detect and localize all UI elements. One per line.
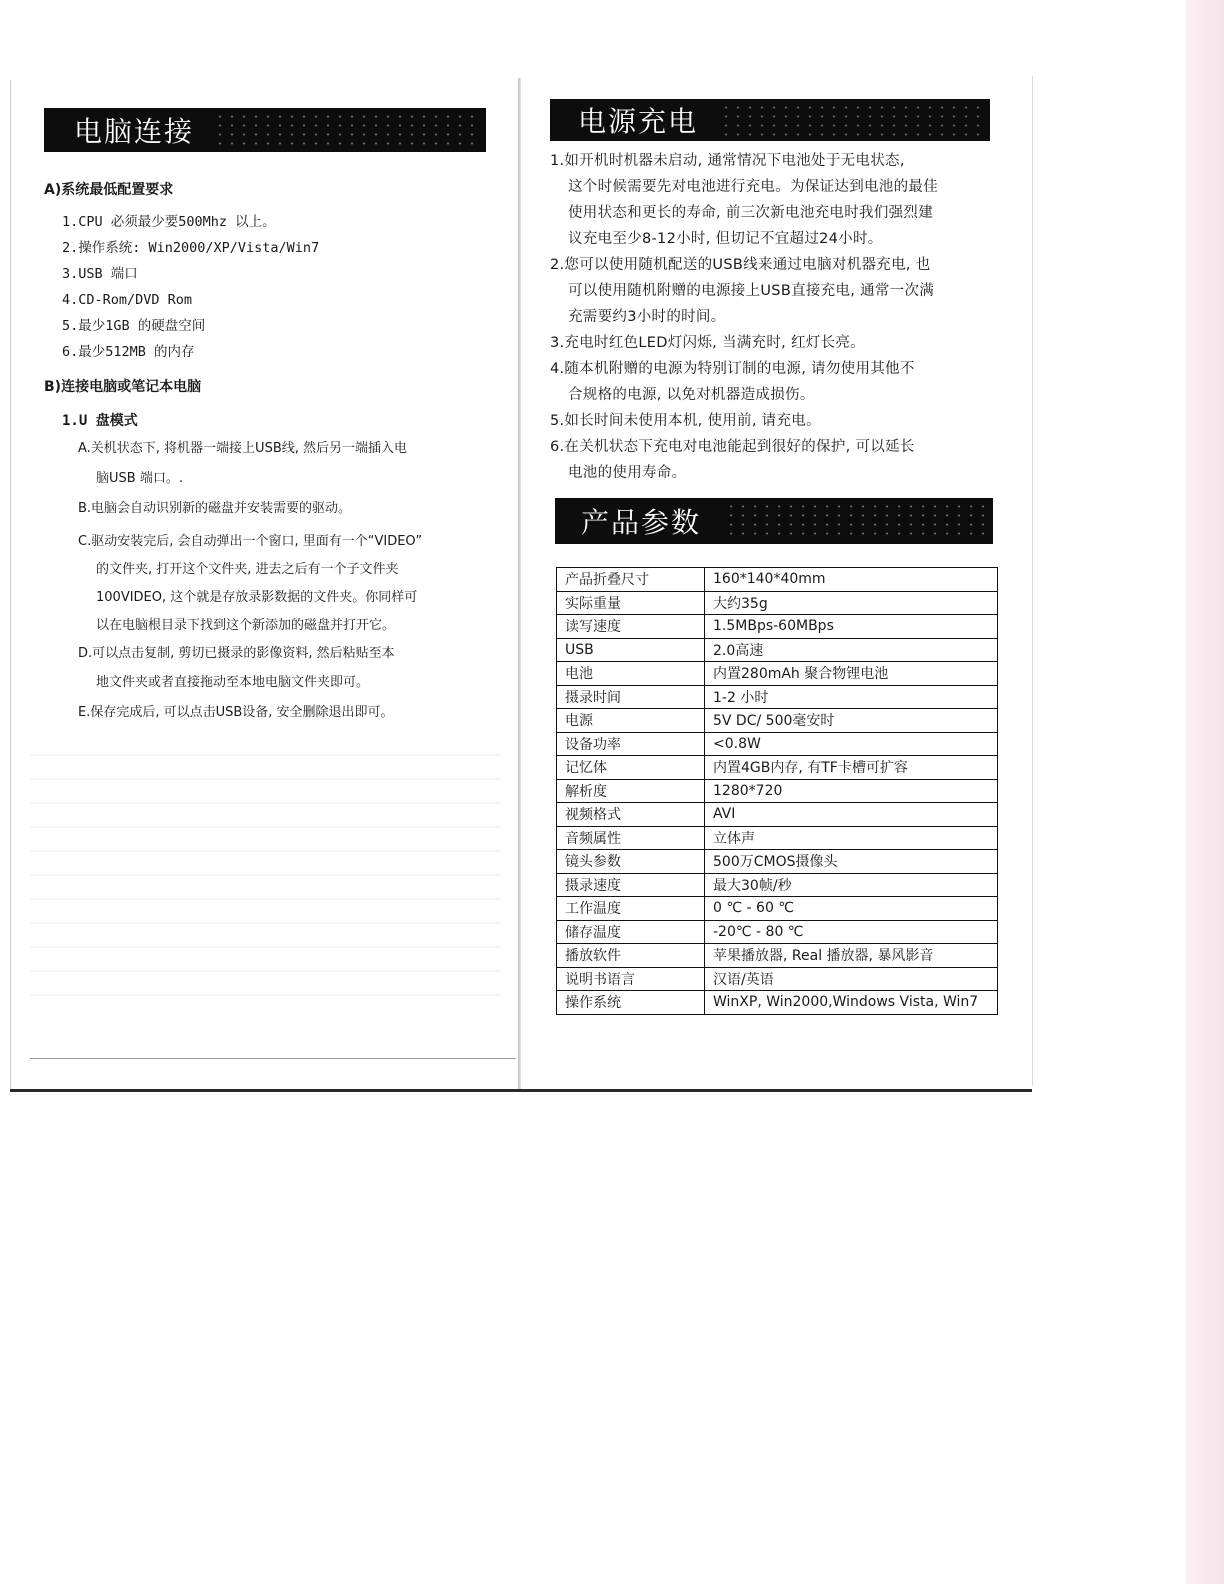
param-value: 160*140*40mm	[705, 568, 998, 592]
charging-line: 电池的使用寿命。	[568, 465, 687, 481]
section-a-title: A)系统最低配置要求	[44, 182, 174, 198]
param-value: 1-2 小时	[705, 685, 998, 709]
param-value: -20℃ - 80 ℃	[705, 920, 998, 944]
requirement-item: 2.操作系统: Win2000/XP/Vista/Win7	[62, 240, 320, 256]
param-value: AVI	[705, 803, 998, 827]
param-name: USB	[557, 638, 705, 662]
table-row	[557, 850, 998, 874]
instruction-line: D.可以点击复制, 剪切已摄录的影像资料, 然后粘贴至本	[78, 646, 395, 661]
table-row	[557, 638, 998, 662]
charging-line: 这个时候需要先对电池进行充电。为保证达到电池的最佳	[568, 179, 938, 195]
banner-dot-pattern	[214, 112, 480, 148]
param-name: 音频属性	[557, 826, 705, 850]
section-banner-product-params	[555, 498, 993, 544]
instruction-line: 地文件夹或者直接拖动至本地电脑文件夹即可。	[96, 675, 370, 690]
param-value: 0 ℃ - 60 ℃	[705, 897, 998, 921]
left-bottom-rule	[30, 1058, 516, 1059]
param-name: 说明书语言	[557, 967, 705, 991]
banner-title: 产品参数	[581, 506, 702, 539]
instruction-line: E.保存完成后, 可以点击USB设备, 安全删除退出即可。	[78, 705, 394, 720]
param-value: 立体声	[705, 826, 998, 850]
banner-dot-pattern	[720, 103, 984, 137]
page-fold	[518, 78, 521, 1090]
page-edge-strip	[1186, 0, 1224, 1584]
table-row	[557, 967, 998, 991]
instruction-line: 100VIDEO, 这个就是存放录影数据的文件夹。你同样可	[96, 590, 418, 605]
param-name: 解析度	[557, 779, 705, 803]
param-name: 视频格式	[557, 803, 705, 827]
u-disk-mode-heading: 1.U 盘模式	[62, 413, 138, 429]
param-name: 镜头参数	[557, 850, 705, 874]
table-row	[557, 826, 998, 850]
instruction-line: 以在电脑根目录下找到这个新添加的磁盘并打开它。	[96, 618, 396, 633]
charging-line: 4.随本机附赠的电源为特别订制的电源, 请勿使用其他不	[550, 361, 915, 377]
requirement-item: 3.USB 端口	[62, 266, 138, 282]
table-row	[557, 662, 998, 686]
param-value: 汉语/英语	[705, 967, 998, 991]
param-value: 最大30帧/秒	[705, 873, 998, 897]
product-params-table	[556, 567, 998, 1015]
param-name: 播放软件	[557, 944, 705, 968]
charging-line: 充需要约3小时的时间。	[568, 309, 726, 325]
table-row	[557, 591, 998, 615]
param-value: 内置280mAh 聚合物锂电池	[705, 662, 998, 686]
instruction-line: A.关机状态下, 将机器一端接上USB线, 然后另一端插入电	[78, 441, 408, 456]
charging-line: 议充电至少8-12小时, 但切记不宜超过24小时。	[568, 231, 883, 247]
param-value: 1280*720	[705, 779, 998, 803]
charging-line: 可以使用随机附赠的电源接上USB直接充电, 通常一次满	[568, 283, 935, 299]
faded-bleed-through	[30, 732, 500, 1012]
requirement-item: 1.CPU 必须最少要500Mhz 以上。	[62, 214, 276, 230]
table-row	[557, 944, 998, 968]
param-value: 500万CMOS摄像头	[705, 850, 998, 874]
param-name: 记忆体	[557, 756, 705, 780]
table-row	[557, 897, 998, 921]
param-value: <0.8W	[705, 732, 998, 756]
table-row	[557, 615, 998, 639]
table-row	[557, 803, 998, 827]
instruction-line: C.驱动安装完后, 会自动弹出一个窗口, 里面有一个“VIDEO”	[78, 534, 423, 549]
param-name: 储存温度	[557, 920, 705, 944]
requirement-item: 5.最少1GB 的硬盘空间	[62, 318, 206, 334]
table-row	[557, 873, 998, 897]
table-row	[557, 568, 998, 592]
requirement-item: 4.CD-Rom/DVD Rom	[62, 292, 193, 308]
param-name: 操作系统	[557, 991, 705, 1015]
param-value: 1.5MBps-60MBps	[705, 615, 998, 639]
param-name: 工作温度	[557, 897, 705, 921]
table-row	[557, 991, 998, 1015]
param-value: 内置4GB内存, 有TF卡槽可扩容	[705, 756, 998, 780]
charging-line: 5.如长时间未使用本机, 使用前, 请充电。	[550, 413, 821, 429]
banner-dot-pattern	[725, 502, 987, 540]
charging-line: 3.充电时红色LED灯闪烁, 当满充时, 红灯长亮。	[550, 335, 865, 351]
instruction-line: 的文件夹, 打开这个文件夹, 进去之后有一个子文件夹	[96, 562, 399, 577]
section-banner-power-charging	[550, 99, 990, 141]
param-value: WinXP, Win2000,Windows Vista, Win7	[705, 991, 998, 1015]
instruction-line: 脑USB 端口。.	[96, 471, 183, 486]
banner-title: 电源充电	[578, 105, 699, 138]
charging-instructions	[550, 148, 1000, 486]
table-row	[557, 779, 998, 803]
param-name: 读写速度	[557, 615, 705, 639]
instruction-line: B.电脑会自动识别新的磁盘并安装需要的驱动。	[78, 501, 352, 516]
param-name: 摄录速度	[557, 873, 705, 897]
table-row	[557, 709, 998, 733]
charging-line: 6.在关机状态下充电对电池能起到很好的保护, 可以延长	[550, 439, 915, 455]
charging-line: 合规格的电源, 以免对机器造成损伤。	[568, 387, 815, 403]
section-b-title: B)连接电脑或笔记本电脑	[44, 379, 202, 395]
requirement-item: 6.最少512MB 的内存	[62, 344, 195, 360]
param-name: 实际重量	[557, 591, 705, 615]
charging-line: 2.您可以使用随机配送的USB线来通过电脑对机器充电, 也	[550, 257, 931, 273]
param-value: 大约35g	[705, 591, 998, 615]
table-row	[557, 732, 998, 756]
booklet-bottom-edge	[10, 1089, 1032, 1092]
param-name: 产品折叠尺寸	[557, 568, 705, 592]
param-name: 电源	[557, 709, 705, 733]
table-row	[557, 756, 998, 780]
table-row	[557, 685, 998, 709]
param-name: 电池	[557, 662, 705, 686]
section-banner-computer-connection	[44, 108, 486, 152]
param-value: 2.0高速	[705, 638, 998, 662]
param-name: 摄录时间	[557, 685, 705, 709]
param-value: 5V DC/ 500毫安时	[705, 709, 998, 733]
charging-line: 1.如开机时机器未启动, 通常情况下电池处于无电状态,	[550, 153, 905, 169]
table-row	[557, 920, 998, 944]
param-name: 设备功率	[557, 732, 705, 756]
param-value: 苹果播放器, Real 播放器, 暴风影音	[705, 944, 998, 968]
charging-line: 使用状态和更长的寿命, 前三次新电池充电时我们强烈建	[568, 205, 934, 221]
banner-title: 电脑连接	[74, 115, 195, 148]
